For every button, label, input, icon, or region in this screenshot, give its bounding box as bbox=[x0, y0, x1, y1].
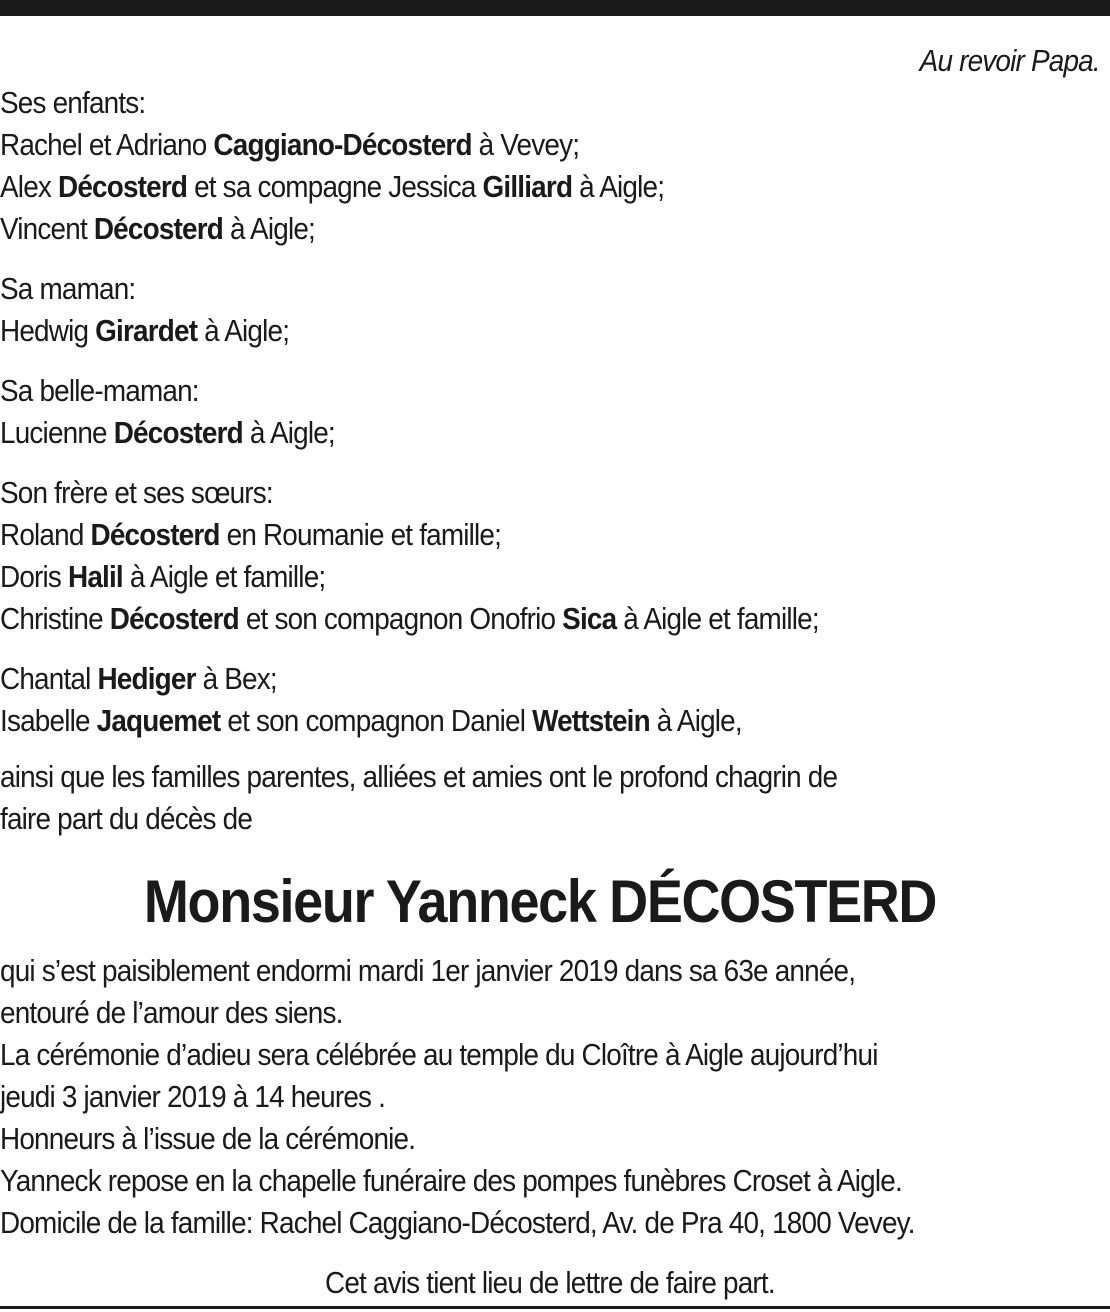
member-text: Lucienne bbox=[0, 415, 114, 450]
member-text: à Aigle; bbox=[223, 211, 315, 246]
member-text: à Aigle; bbox=[242, 415, 335, 450]
surname: Hediger bbox=[97, 661, 196, 696]
intro-text bbox=[0, 756, 1103, 840]
details-line: jeudi 3 janvier 2019 à 14 heures . bbox=[0, 1079, 386, 1114]
top-border-rule bbox=[0, 0, 1110, 16]
family-group bbox=[0, 658, 1103, 742]
intro-line: faire part du décès de bbox=[0, 801, 253, 836]
member-text: Vincent bbox=[0, 211, 94, 246]
details-line: Honneurs à l’issue de la cérémonie. bbox=[0, 1121, 416, 1156]
member-text: à Aigle; bbox=[572, 169, 665, 204]
deceased-name: Monsieur Yanneck DÉCOSTERD bbox=[143, 868, 937, 935]
member-text: Christine bbox=[0, 601, 110, 636]
member-text: à Bex; bbox=[195, 661, 277, 696]
details-line: qui s’est paisiblement endormi mardi 1er janvier 2019 dans sa 63e année, bbox=[0, 953, 856, 988]
details-line: entouré de l’amour des siens. bbox=[0, 995, 343, 1030]
surname: Décosterd bbox=[93, 211, 224, 246]
family-member-line bbox=[0, 166, 1103, 208]
member-text: Chantal bbox=[0, 661, 98, 696]
member-text: à Aigle; bbox=[197, 313, 290, 348]
member-text: à Aigle, bbox=[649, 703, 742, 738]
surname: Caggiano-Décosterd bbox=[213, 127, 472, 162]
bottom-border-rule bbox=[0, 1306, 1110, 1309]
member-text: et son compagnon Daniel bbox=[220, 703, 533, 738]
surname: Sica bbox=[562, 601, 617, 636]
ceremony-details bbox=[0, 950, 1103, 1244]
surname: Décosterd bbox=[113, 415, 243, 450]
family-member-line bbox=[0, 700, 1103, 742]
family-group bbox=[0, 370, 1103, 454]
member-text: et son compagnon Onofrio bbox=[238, 601, 563, 636]
member-text: Hedwig bbox=[0, 313, 96, 348]
family-member-line bbox=[0, 658, 1103, 700]
surname: Halil bbox=[68, 559, 123, 594]
member-text: à Vevey; bbox=[471, 127, 580, 162]
surname: Jaquemet bbox=[96, 703, 221, 738]
surname: Wettstein bbox=[532, 703, 650, 738]
family-groups bbox=[0, 82, 1103, 742]
surname: Décosterd bbox=[57, 169, 188, 204]
family-member-line bbox=[0, 310, 1103, 352]
motto: Au revoir Papa. bbox=[919, 43, 1100, 78]
surname: Décosterd bbox=[90, 517, 220, 552]
family-member-line bbox=[0, 598, 1103, 640]
footer-note: Cet avis tient lieu de lettre de faire part. bbox=[325, 1265, 775, 1300]
member-text: et sa compagne Jessica bbox=[187, 169, 483, 204]
family-member-line bbox=[0, 124, 1103, 166]
family-member-line bbox=[0, 412, 1103, 454]
group-heading: Sa belle-maman: bbox=[0, 373, 199, 408]
member-text: à Aigle et famille; bbox=[122, 559, 326, 594]
intro-line: ainsi que les familles parentes, alliées et amies ont le profond chagrin de bbox=[0, 759, 838, 794]
member-text: à Aigle et famille; bbox=[616, 601, 819, 636]
obituary-notice bbox=[0, 40, 1103, 1304]
details-line: La cérémonie d’adieu sera célébrée au temple du Cloître à Aigle aujourd’hui bbox=[0, 1037, 878, 1072]
family-group bbox=[0, 268, 1103, 352]
details-line: Domicile de la famille: Rachel Caggiano-Décosterd, Av. de Pra 40, 1800 Vevey. bbox=[0, 1205, 915, 1240]
group-heading: Ses enfants: bbox=[0, 85, 146, 120]
family-member-line bbox=[0, 208, 1103, 250]
family-member-line bbox=[0, 514, 1103, 556]
family-member-line bbox=[0, 556, 1103, 598]
family-group bbox=[0, 472, 1103, 640]
surname: Girardet bbox=[95, 313, 198, 348]
surname: Décosterd bbox=[109, 601, 239, 636]
member-text: Alex bbox=[0, 169, 58, 204]
surname: Gilliard bbox=[482, 169, 573, 204]
member-text: Roland bbox=[0, 517, 91, 552]
member-text: Isabelle bbox=[0, 703, 97, 738]
family-group bbox=[0, 82, 1103, 250]
group-heading: Son frère et ses sœurs: bbox=[0, 475, 273, 510]
member-text: en Roumanie et famille; bbox=[219, 517, 502, 552]
member-text: Doris bbox=[0, 559, 69, 594]
group-heading: Sa maman: bbox=[0, 271, 136, 306]
details-line: Yanneck repose en la chapelle funéraire des pompes funèbres Croset à Aigle. bbox=[0, 1163, 902, 1198]
member-text: Rachel et Adriano bbox=[0, 127, 214, 162]
